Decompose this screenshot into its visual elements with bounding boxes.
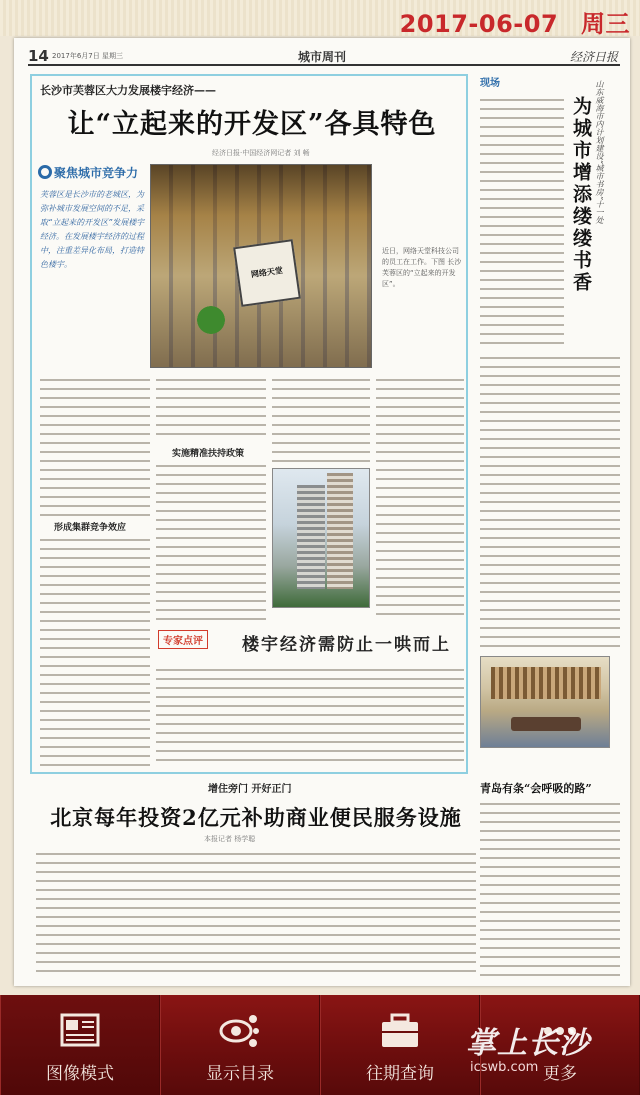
newspaper-page[interactable] xyxy=(14,38,630,986)
scene-tag: 现场 xyxy=(480,78,500,89)
focus-ring-icon xyxy=(38,165,52,179)
bottom-byline: 本报记者 杨学聪 xyxy=(204,835,256,843)
body-column-1b xyxy=(40,536,150,766)
office-sign: 网络天堂 xyxy=(233,239,301,307)
building-photo xyxy=(272,468,370,608)
expert-headline: 楼宇经济需防止一哄而上 xyxy=(242,635,451,655)
brand-watermark: 掌上长沙 xyxy=(466,1026,590,1061)
bookshelf xyxy=(491,667,601,699)
body-column-1a xyxy=(40,376,150,516)
page-section: 城市周刊 xyxy=(298,50,347,64)
newspaper-brand: 经济日报 xyxy=(569,50,618,64)
issue-weekday: 周三 xyxy=(581,10,630,38)
right-body-b xyxy=(480,354,620,650)
subhead-2: 实施精准扶持政策 xyxy=(172,449,245,459)
photo-caption: 近日，网络天堂科技公司的员工在工作。下图 长沙芙蓉区的“立起来的开发区”。 xyxy=(382,247,462,288)
expert-comment-tag: 专家点评 xyxy=(158,630,208,649)
bottom-headline: 北京每年投资2亿元补助商业便民服务设施 xyxy=(50,805,462,830)
article-kicker: 长沙市芙蓉区大力发展楼宇经济—— xyxy=(40,84,216,97)
qingdao-title: 青岛有条“会呼吸的路” xyxy=(480,782,592,795)
main-article[interactable] xyxy=(30,74,468,774)
bottom-kicker: 增住旁门 开好正门 xyxy=(208,784,292,795)
body-column-4 xyxy=(376,376,464,622)
watermark-url: icswb.com xyxy=(470,1060,539,1075)
catalog-button[interactable] xyxy=(160,995,320,1095)
body-column-3a xyxy=(272,376,370,462)
subhead-1: 形成集群竞争效应 xyxy=(54,523,127,533)
right-body-a xyxy=(480,96,564,346)
tower-right xyxy=(327,473,353,589)
archive-icon xyxy=(378,1011,422,1051)
article-headline: 让“立起来的开发区”各具特色 xyxy=(67,109,437,140)
qingdao-body xyxy=(480,800,620,980)
vertical-title: 为城市增添缕缕书香 xyxy=(570,96,592,294)
library-photo xyxy=(480,656,610,748)
focus-tag xyxy=(38,164,138,181)
image-mode-icon xyxy=(58,1011,102,1051)
page-date: 2017年6月7日 星期三 xyxy=(52,52,123,60)
reading-table xyxy=(511,717,581,731)
archive-label: 往期查询 xyxy=(366,1064,434,1084)
vertical-kicker: 山东威海市内计划建设“城市书房”十一处 xyxy=(595,80,604,225)
archive-button[interactable] xyxy=(320,995,480,1095)
body-column-2b xyxy=(156,462,266,622)
issue-date-value: 2017-06-07 xyxy=(399,10,559,38)
bottom-body xyxy=(36,850,476,976)
image-mode-label: 图像模式 xyxy=(46,1064,114,1084)
focus-tag-label: 聚焦城市竞争力 xyxy=(54,166,139,180)
issue-date xyxy=(400,4,630,39)
right-column-article[interactable] xyxy=(476,74,626,795)
more-label: 更多 xyxy=(543,1064,577,1084)
image-mode-button[interactable] xyxy=(0,995,160,1095)
article-lead: 芙蓉区是长沙市的老城区，为弥补城市发展空间的不足，采取“立起来的开发区”发展楼宇经济。在发展楼宇经济的过程中，注重差异化布局，打造特色楼宇。 xyxy=(40,190,145,269)
page-number: 14 xyxy=(28,47,49,65)
page-header xyxy=(28,46,620,66)
catalog-label: 显示目录 xyxy=(206,1064,274,1084)
top-header-bar xyxy=(0,0,640,36)
expert-body xyxy=(156,666,464,766)
tower-left xyxy=(297,485,325,589)
body-column-2a xyxy=(156,376,266,440)
article-byline: 经济日报·中国经济网记者 刘 畅 xyxy=(212,149,310,157)
office-interior-photo xyxy=(150,164,372,368)
plant-image xyxy=(191,305,231,335)
catalog-icon xyxy=(218,1011,262,1051)
